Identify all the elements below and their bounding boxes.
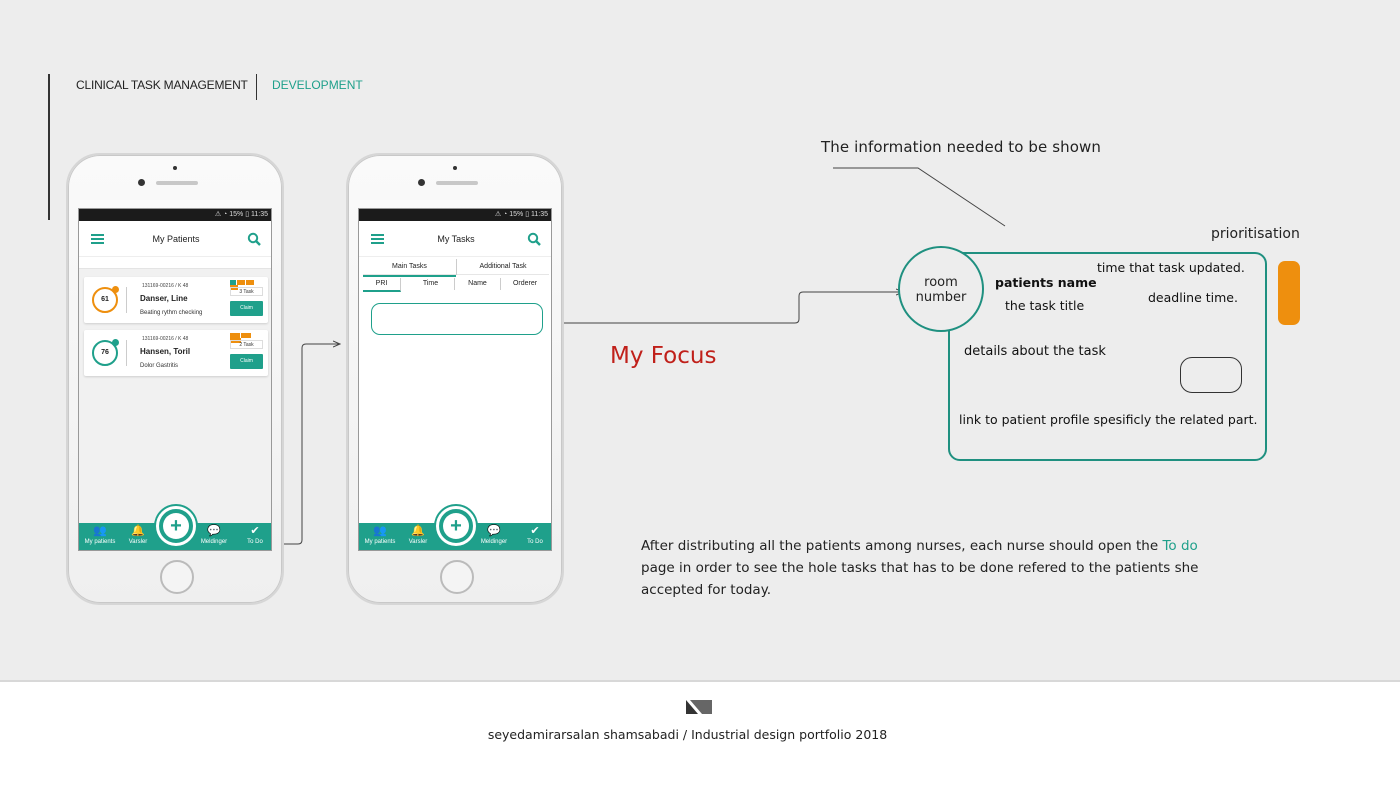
tab-main-tasks[interactable]: Main Tasks (363, 259, 456, 277)
nav-varsler[interactable]: 🔔 Varsler (398, 525, 438, 546)
sort-pri[interactable]: PRI (363, 278, 401, 292)
chat-icon: 💬 (207, 525, 221, 537)
claim-button[interactable]: Claim (230, 354, 263, 369)
people-icon: 👥 (93, 525, 107, 537)
link-pill-button (1180, 357, 1242, 393)
patient-score: 61 (92, 287, 118, 313)
priority-tags (230, 333, 263, 338)
sort-name[interactable]: Name (455, 278, 501, 290)
bell-icon: 🔔 (411, 525, 425, 537)
section-subtitle: DEVELOPMENT (272, 78, 363, 92)
phone-camera (418, 179, 425, 186)
phone-sensor (453, 166, 457, 170)
patient-id: 131169-00216 / K 48 (142, 283, 189, 289)
nav-my-patients[interactable]: 👥 My patients (80, 525, 120, 546)
page-title: My Patients (152, 234, 200, 244)
add-button[interactable] (156, 506, 196, 546)
description-paragraph: After distributing all the patients among nurses, each nurse should open the To do page in order to see the hole tasks that has to be done refered to the patients she accepted for today. (641, 538, 1199, 598)
link-label: link to patient profile spesificly the related part. (959, 412, 1258, 427)
time-updated-label: time that task updated. (1097, 260, 1245, 275)
plus-icon: + (163, 513, 189, 539)
patient-score: 76 (92, 340, 118, 366)
chat-icon: 💬 (487, 525, 501, 537)
app-bar (79, 221, 272, 257)
patient-name: Danser, Line (140, 294, 188, 303)
search-icon[interactable] (527, 232, 541, 246)
focus-link-arrow (532, 292, 903, 323)
sort-time[interactable]: Time (407, 278, 455, 290)
task-count: 2 Task (230, 340, 263, 349)
section-title: CLINICAL TASK MANAGEMENT (76, 78, 248, 92)
plus-icon: + (443, 513, 469, 539)
claim-button[interactable]: Claim (230, 301, 263, 316)
to-do-highlight: To do (1162, 538, 1198, 554)
content-area (359, 257, 552, 523)
phone-camera (138, 179, 145, 186)
bell-icon: 🔔 (131, 525, 145, 537)
home-button (440, 560, 474, 594)
patients-name-label: patients name (995, 275, 1097, 290)
patient-diagnosis: Beating rythm checking (140, 310, 203, 316)
page-title: My Tasks (437, 234, 475, 244)
check-icon: ✔ (530, 525, 540, 537)
task-title-label: the task title (1005, 298, 1085, 313)
phone-sensor (173, 166, 177, 170)
details-label: details about the task (964, 344, 1106, 359)
card-divider (126, 287, 127, 313)
patient-card[interactable] (84, 330, 268, 376)
patient-id: 131169-00216 / K 48 (142, 336, 189, 342)
patient-name: Hansen, Toril (140, 347, 191, 356)
info-caption: The information needed to be shown (821, 138, 1102, 156)
portfolio-logo-icon (686, 698, 712, 714)
phone-my-patients (66, 153, 284, 605)
app-bar (359, 221, 552, 257)
room-number-circle: room number (898, 246, 984, 332)
my-focus-label: My Focus (610, 343, 717, 369)
phone-speaker (156, 181, 198, 185)
patient-card[interactable] (84, 277, 268, 323)
nav-to-do[interactable]: ✔ To Do (515, 525, 552, 546)
nav-to-do[interactable]: ✔ To Do (235, 525, 272, 546)
search-icon[interactable] (247, 232, 261, 246)
screen-my-tasks (358, 208, 552, 551)
sort-bar (363, 278, 549, 290)
priority-indicator (1278, 261, 1300, 325)
task-count: 3 Task (230, 287, 263, 296)
phone-my-tasks (346, 153, 564, 605)
filter-bar (79, 257, 272, 269)
check-icon: ✔ (250, 525, 260, 537)
screen-my-patients (78, 208, 272, 551)
footer-credit: seyedamirarsalan shamsabadi / Industrial design portfolio 2018 (487, 727, 888, 742)
card-divider (126, 340, 127, 366)
nav-meldinger[interactable]: 💬 Meldinger (194, 525, 234, 546)
add-button[interactable] (436, 506, 476, 546)
prioritisation-label: prioritisation (1211, 226, 1300, 242)
task-item[interactable] (371, 303, 543, 335)
patient-diagnosis: Dolor Gastritis (140, 363, 179, 369)
task-tabs (363, 259, 549, 275)
nav-my-patients[interactable]: 👥 My patients (360, 525, 400, 546)
tab-additional-task[interactable]: Additional Task (456, 259, 549, 275)
nav-varsler[interactable]: 🔔 Varsler (118, 525, 158, 546)
status-bar: ⚠ ◔ 15% ▯ 11:35 (79, 209, 272, 221)
deadline-label: deadline time. (1148, 290, 1238, 305)
status-bar: ⚠ ◔ 15% ▯ 11:35 (359, 209, 552, 221)
phone-speaker (436, 181, 478, 185)
sort-orderer[interactable]: Orderer (512, 280, 538, 287)
nav-meldinger[interactable]: 💬 Meldinger (474, 525, 514, 546)
info-pointer-line (833, 168, 1005, 226)
priority-tags (230, 280, 263, 285)
people-icon: 👥 (373, 525, 387, 537)
home-button (160, 560, 194, 594)
